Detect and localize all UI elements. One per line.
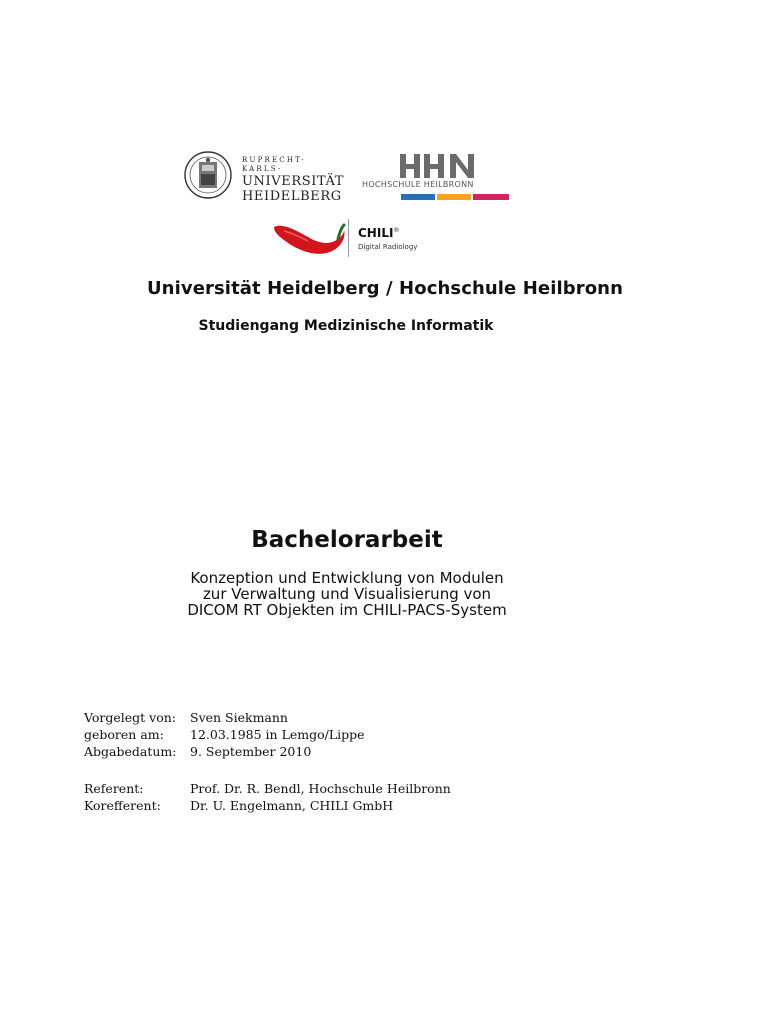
referee-label: Referent: <box>84 781 144 796</box>
thesis-title-line: zur Verwaltung und Visualisierung von <box>202 585 492 603</box>
detail-value: Sven Siekmann <box>190 710 288 725</box>
referee-label: Korefferent: <box>84 798 161 813</box>
university-line-3: HEIDELBERG <box>242 189 342 204</box>
thesis-details <box>84 709 451 814</box>
hhn-wordmark: HOCHSCHULE HEILBRONN <box>362 180 474 189</box>
chili-logo <box>272 217 422 259</box>
thesis-type: Bachelorarbeit <box>251 527 443 553</box>
university-seal-icon <box>182 150 234 200</box>
hhn-bar-wirtschaft <box>437 194 471 200</box>
hhn-color-bars <box>401 194 509 200</box>
hhn-bar-technik <box>401 194 435 200</box>
detail-row-author <box>84 709 451 726</box>
thesis-title-line: Konzeption und Entwicklung von Modulen <box>190 569 504 587</box>
university-line-1: RUPRECHT-KARLS- <box>242 156 306 173</box>
detail-label: Abgabedatum: <box>84 744 177 759</box>
chili-registered-mark: ® <box>393 227 400 234</box>
chili-pepper-icon <box>272 217 346 257</box>
detail-value: 12.03.1985 in Lemgo/Lippe <box>190 727 365 742</box>
chili-wordmark <box>358 226 399 240</box>
chili-name-text: CHILI <box>358 226 394 240</box>
referee-row-secondary <box>84 797 451 814</box>
detail-row-submission-date <box>84 743 451 760</box>
thesis-title <box>0 570 694 618</box>
university-line-2: UNIVERSITÄT <box>242 174 345 189</box>
detail-value: 9. September 2010 <box>190 744 312 759</box>
heidelberg-university-logo <box>182 150 345 204</box>
chili-subtitle: Digital Radiology <box>358 243 418 251</box>
detail-label: Vorgelegt von: <box>84 710 177 725</box>
detail-row-birth <box>84 726 451 743</box>
thesis-title-line: DICOM RT Objekten im CHILI-PACS-System <box>187 601 507 619</box>
hhn-monogram-icon <box>400 154 476 178</box>
university-wordmark <box>242 156 344 204</box>
referee-value: Prof. Dr. R. Bendl, Hochschule Heilbronn <box>190 781 451 796</box>
hhn-bar-informatik <box>473 194 509 200</box>
chili-divider <box>348 219 349 257</box>
hochschule-heilbronn-logo <box>362 154 512 204</box>
detail-label: geboren am: <box>84 727 164 742</box>
detail-spacer <box>84 760 451 780</box>
course-heading: Studiengang Medizinische Informatik <box>198 318 494 334</box>
institutions-heading: Universität Heidelberg / Hochschule Heilbronn <box>146 278 624 299</box>
referee-value: Dr. U. Engelmann, CHILI GmbH <box>190 798 394 813</box>
referee-row-primary <box>84 780 451 797</box>
